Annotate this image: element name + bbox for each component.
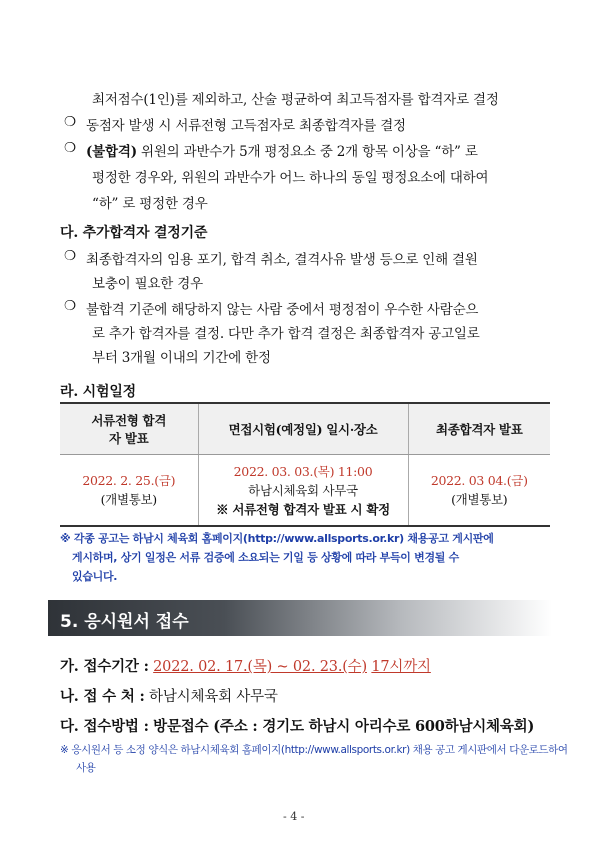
schedule-heading: 라. 시험일정 [60, 384, 136, 400]
section-title-bar [48, 600, 552, 636]
tie-rule-line: 동점자 발생 시 서류전형 고득점자로 최종합격자를 결정 [86, 118, 406, 134]
fail-rule-line-1 [86, 140, 478, 160]
da-bullet1-line1: 최종합격자의 임용 포기, 합격 취소, 결격사유 발생 등으로 인해 결원 [86, 252, 478, 268]
apply-place-value: 하남시체육회 사무국 [149, 689, 278, 705]
form-download-note-line1: ※ 응시원서 등 소정 양식은 하남시체육회 홈페이지(http://www.allsports.or.kr) 채용 공고 게시판에서 다운로드하여 [60, 744, 568, 756]
header-final-result: 최종합격자 발표 [408, 403, 550, 455]
apply-method [60, 715, 534, 736]
header-doc-result: 서류전형 합격자 발표 [60, 403, 198, 455]
interview-place: 하남시체육회 사무국 [248, 482, 358, 498]
apply-period-label: 가. 접수기간 : [60, 658, 149, 675]
bullet-icon: ❍ [64, 248, 77, 264]
schedule-notice-line2: 게시하며, 상기 일정은 서류 검증에 소요되는 기일 등 상황에 따라 부득이 변경될 수 [72, 551, 459, 564]
schedule-notice-line1: ※ 각종 공고는 하남시 체육회 홈페이지(http://www.allsports.or.kr) 채용공고 게시판에 [60, 532, 494, 545]
table-header-row [60, 403, 550, 455]
fail-text: 위원의 과반수가 5개 평정요소 중 2개 항목 이상을 “하” 로 [141, 144, 478, 160]
cell-final-result [408, 455, 550, 527]
bullet-icon: ❍ [64, 114, 77, 130]
table-row [60, 455, 550, 527]
schedule-table [60, 402, 550, 527]
fail-label: (불합격) [86, 144, 137, 160]
continuation-line: 최저점수(1인)를 제외하고, 산술 평균하여 최고득점자를 합격자로 결정 [92, 92, 499, 108]
header-interview: 면접시험(예정일) 일시·장소 [198, 403, 408, 455]
final-result-date: 2022. 03 04.(금) [430, 473, 528, 488]
da-bullet2-line1: 불합격 기준에 해당하지 않는 사람 중에서 평정점이 우수한 사람순으 [86, 302, 479, 318]
bullet-icon: ❍ [64, 298, 77, 314]
additional-pass-heading: 다. 추가합격자 결정기준 [60, 225, 208, 241]
cell-doc-result [60, 455, 198, 527]
interview-date: 2022. 03. 03.(목) 11:00 [233, 463, 373, 479]
section-title: 5. 응시원서 접수 [60, 612, 189, 632]
doc-result-note: (개별통보) [100, 492, 157, 507]
fail-rule-line-2: 평정한 경우와, 위원의 과반수가 어느 하나의 동일 평정요소에 대하여 [92, 170, 489, 186]
schedule-notice-line3: 있습니다. [72, 570, 118, 583]
da-bullet2-line2: 로 추가 합격자를 결정. 다만 추가 합격 결정은 최종합격자 공고일로 [92, 326, 480, 342]
apply-period-suffix: 17시까지 [371, 659, 431, 675]
da-bullet2-line3: 부터 3개월 이내의 기간에 한정 [92, 350, 271, 366]
doc-result-date: 2022. 2. 25.(금) [82, 473, 176, 488]
interview-note: ※ 서류전형 합격자 발표 시 확정 [216, 501, 390, 517]
final-result-note: (개별통보) [451, 492, 508, 507]
page-number: - 4 - [283, 810, 305, 823]
apply-period [60, 655, 431, 676]
apply-method-value: 방문접수 (주소 : 경기도 하남시 아리수로 600하남시체육회) [153, 718, 535, 735]
apply-place [60, 685, 278, 706]
bullet-icon: ❍ [64, 140, 77, 156]
cell-interview [198, 455, 408, 527]
apply-method-label: 다. 접수방법 : [60, 718, 149, 735]
form-download-note-line2: 사용 [76, 762, 96, 774]
da-bullet1-line2: 보충이 필요한 경우 [92, 276, 203, 292]
apply-period-value: 2022. 02. 17.(목) ~ 02. 23.(수) [153, 659, 367, 675]
fail-rule-line-3: “하” 로 평정한 경우 [92, 196, 208, 212]
apply-place-label: 나. 접 수 처 : [60, 688, 145, 705]
